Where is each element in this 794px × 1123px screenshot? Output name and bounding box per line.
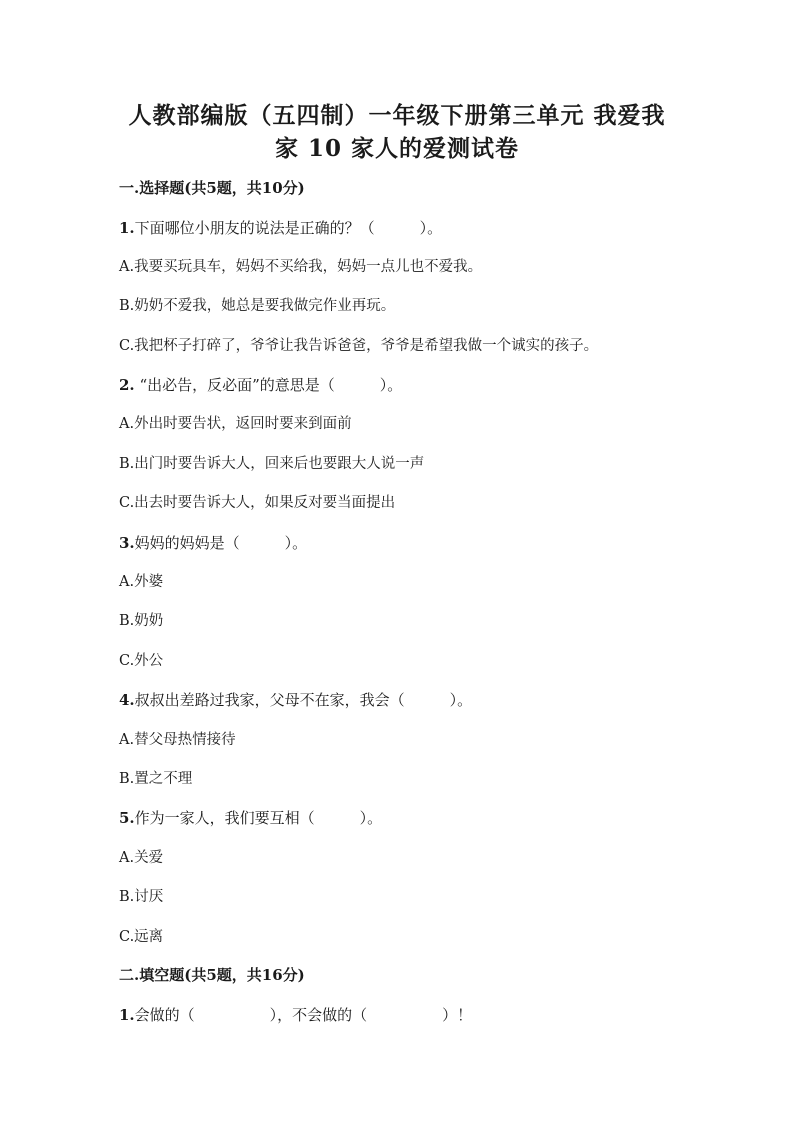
question-text: 妈妈的妈妈是（ ）。: [134, 534, 308, 552]
question-2: [119, 375, 402, 395]
question-5-option-b: B.讨厌: [119, 889, 164, 905]
document-title-line-2: 家 10 家人的爱测试卷: [274, 135, 520, 162]
question-5: [119, 808, 382, 828]
question-text: “出必告，反必面”的意思是（ ）。: [134, 376, 403, 394]
question-3-option-a: A.外婆: [119, 574, 164, 590]
question-2-option-c: C.出去时要告诉大人，如果反对要当面提出: [119, 495, 396, 511]
question-4-option-a: A.替父母热情接待: [119, 732, 236, 748]
document-title-line-1: 人教部编版（五四制）一年级下册第三单元 我爱我: [128, 102, 666, 129]
question-3-option-c: C.外公: [119, 653, 164, 669]
question-4: [119, 690, 472, 710]
question-number: 2.: [119, 376, 135, 394]
question-3-option-b: B.奶奶: [119, 613, 164, 629]
question-text: 叔叔出差路过我家，父母不在家，我会（ ）。: [134, 691, 473, 709]
question-text: 会做的（ ），不会做的（ ）！: [134, 1006, 473, 1024]
question-5-option-a: A.关爱: [119, 850, 164, 866]
question-number: 1.: [119, 1006, 135, 1024]
question-5-option-c: C.远离: [119, 929, 164, 945]
question-4-option-b: B.置之不理: [119, 771, 193, 787]
question-number: 1.: [119, 219, 135, 237]
question-text: 作为一家人，我们要互相（ ）。: [134, 809, 383, 827]
question-1-option-a: A.我要买玩具车，妈妈不买给我，妈妈一点儿也不爱我。: [119, 259, 483, 275]
question-1-option-b: B.奶奶不爱我，她总是要我做完作业再玩。: [119, 298, 396, 314]
section-heading-fill: 二.填空题(共5题，共16分): [119, 966, 305, 984]
question-1-option-c: C.我把杯子打碎了，爷爷让我告诉爸爸，爷爷是希望我做一个诚实的孩子。: [119, 338, 599, 354]
question-1: [119, 218, 442, 238]
fill-question-1: [119, 1005, 472, 1025]
section-heading-choice: 一.选择题(共5题，共10分): [119, 179, 305, 197]
question-number: 5.: [119, 809, 135, 827]
question-number: 4.: [119, 691, 135, 709]
question-3: [119, 533, 307, 553]
question-2-option-b: B.出门时要告诉大人，回来后也要跟大人说一声: [119, 456, 425, 472]
question-2-option-a: A.外出时要告状，返回时要来到面前: [119, 416, 352, 432]
question-number: 3.: [119, 534, 135, 552]
question-text: 下面哪位小朋友的说法是正确的？（ ）。: [134, 219, 443, 237]
